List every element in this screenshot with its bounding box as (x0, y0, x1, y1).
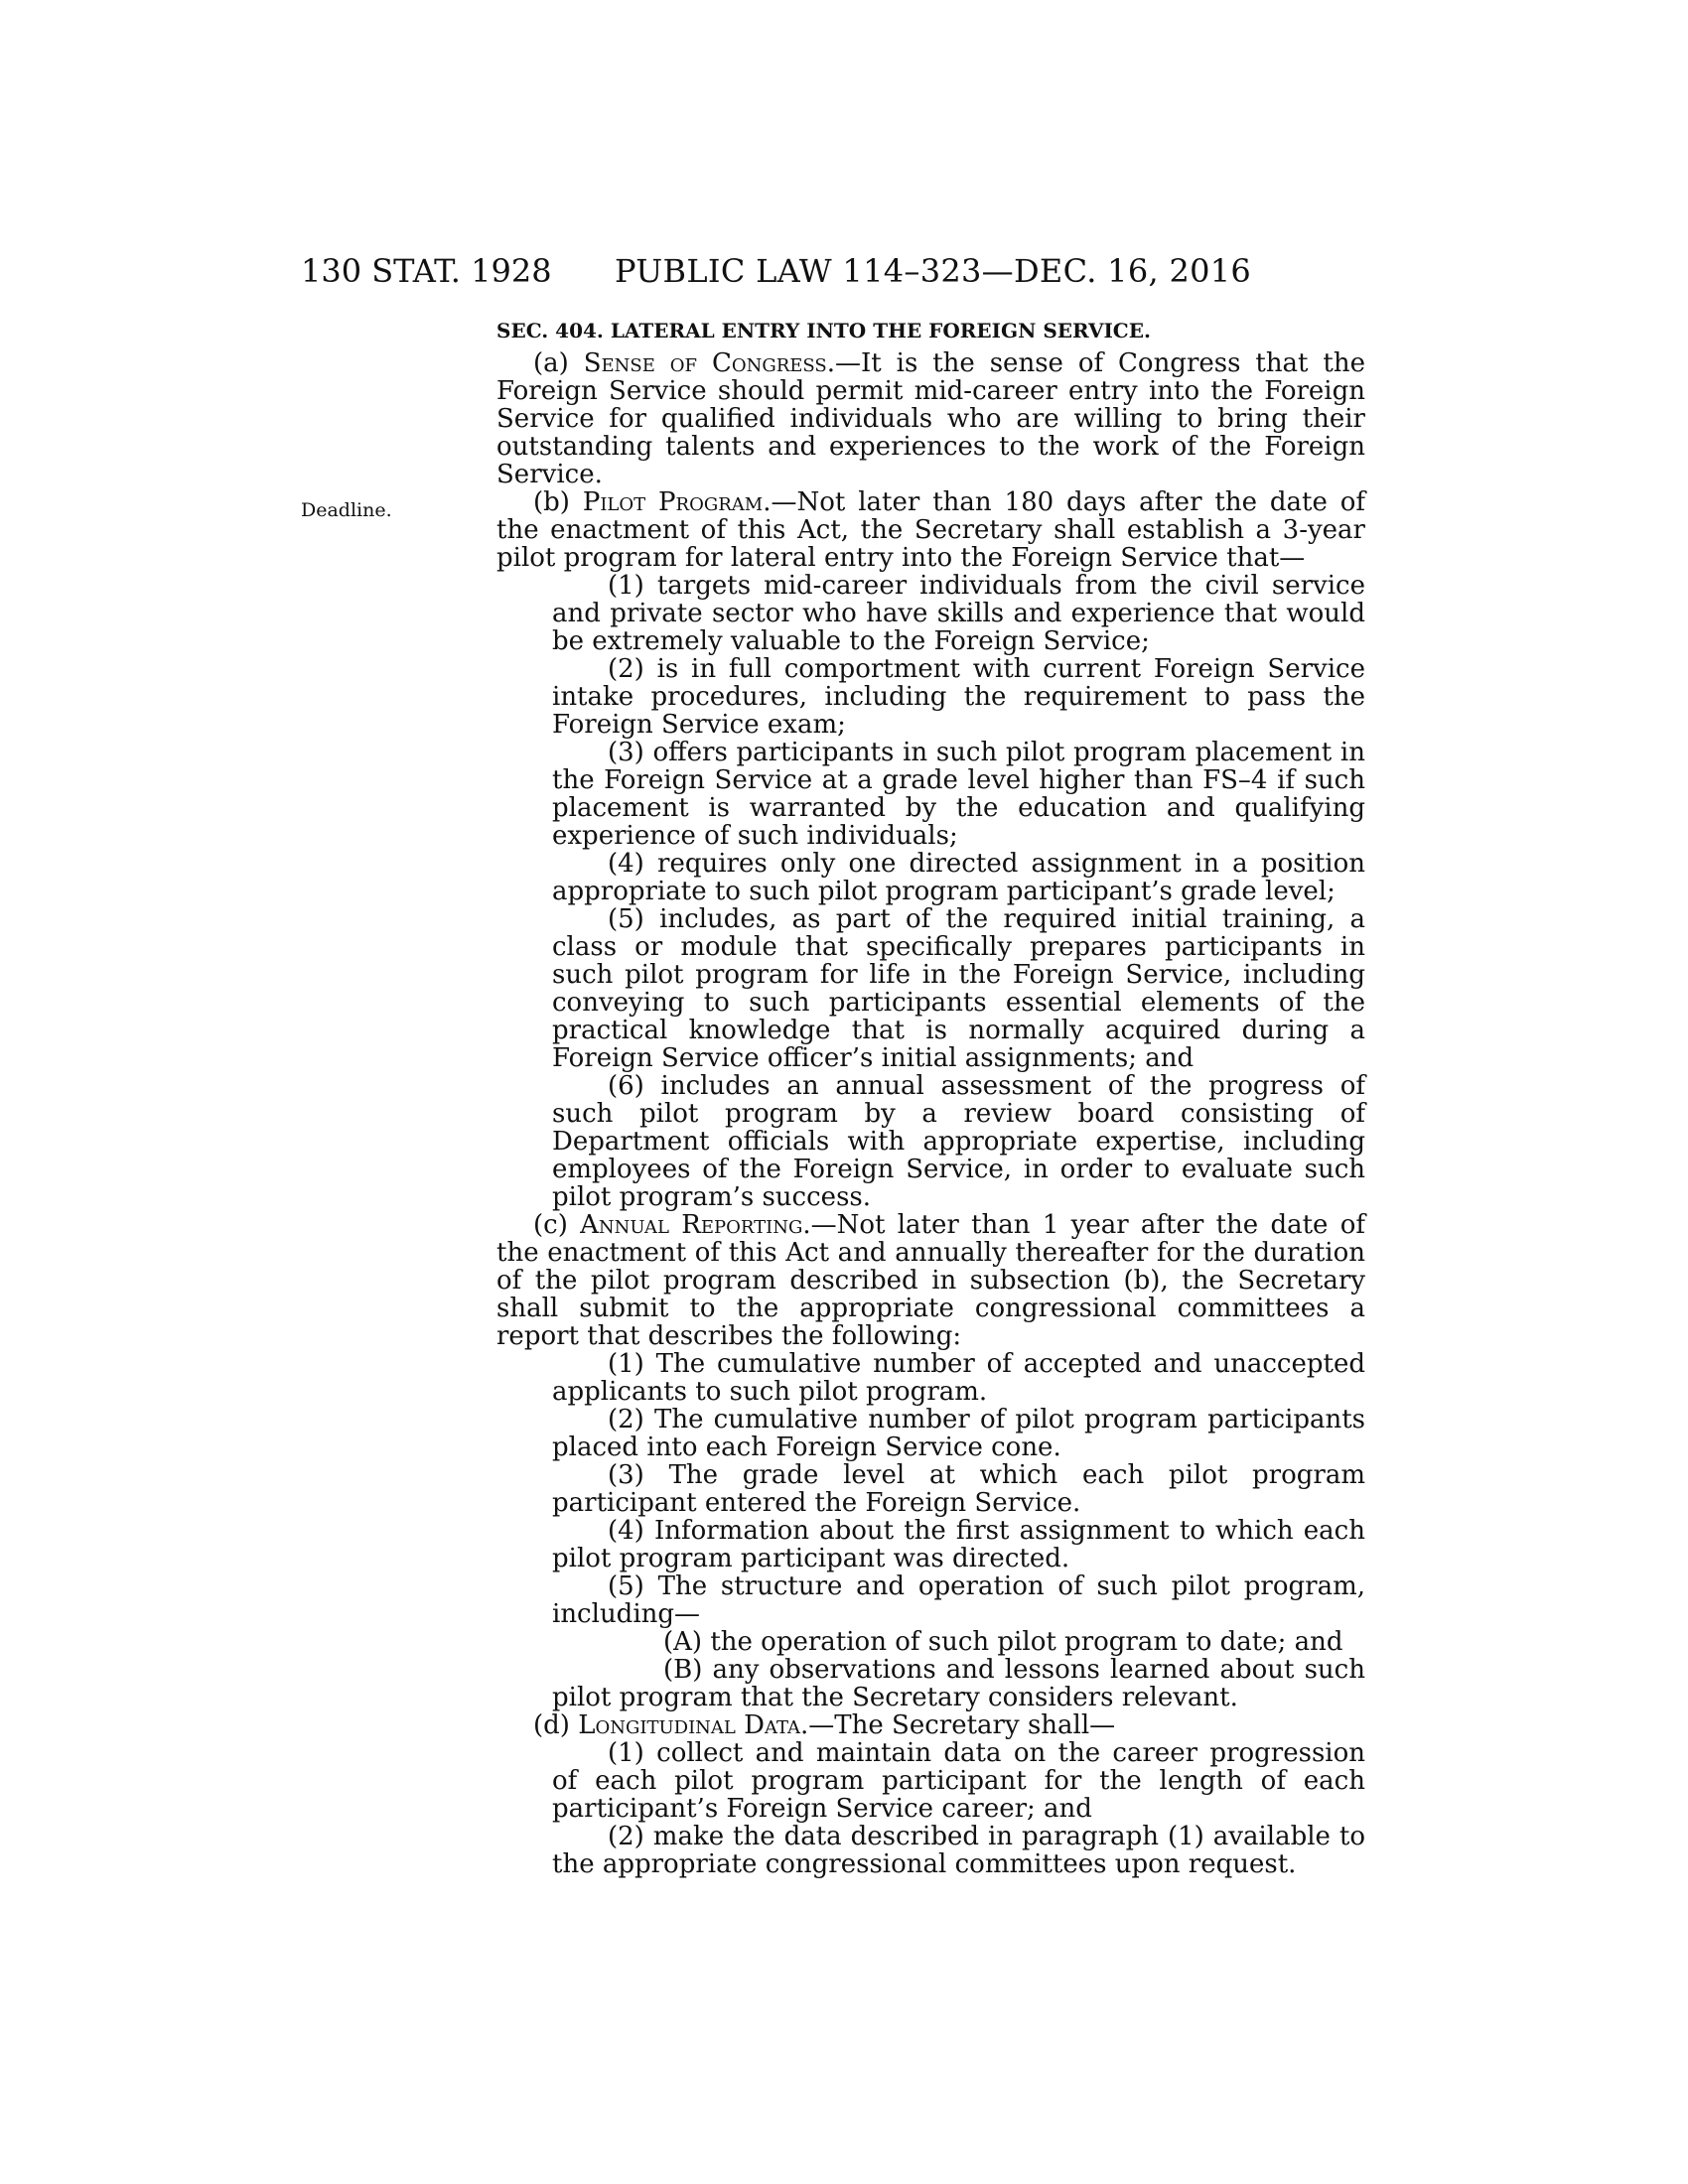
paragraph-b-6: (6) includes an annual assessment of the progress of such pilot program by a review board consisting of Department officials with appropriate expertise, including employees of the Foreign Service, in order to evaluate such pilot program’s success. (552, 1071, 1365, 1212)
paragraph-c-4: (4) Information about the first assignment to which each pilot program participant was directed. (552, 1516, 1365, 1573)
paragraph-c-5: (5) The structure and operation of such pilot program, including— (552, 1571, 1365, 1629)
paragraph-c-2: (2) The cumulative number of pilot program participants placed into each Foreign Service cone. (552, 1405, 1365, 1462)
paragraph-c-1: (1) The cumulative number of accepted and unaccepted applicants to such pilot program. (552, 1349, 1365, 1407)
paragraph-b-4: (4) requires only one directed assignment in a position appropriate to such pilot program participant’s grade level; (552, 849, 1365, 906)
subsection-a-heading: Sense of Congress. (583, 348, 836, 378)
subsection-c-heading: Annual Reporting. (580, 1210, 811, 1240)
section-body (496, 349, 1365, 1878)
subsection-d: (d) Longitudinal Data.—The Secretary shall— (533, 1710, 1116, 1740)
subsection-d-heading: Longitudinal Data. (578, 1710, 809, 1740)
subsection-b-heading: Pilot Program. (582, 487, 772, 517)
section-title: SEC. 404. LATERAL ENTRY INTO THE FOREIGN SERVICE. (496, 319, 1151, 342)
paragraph-b-5: (5) includes, as part of the required initial training, a class or module that specifically prepares participants in such pilot program for life in the Foreign Service, including conveying to such participants essential elements of the practical knowledge that is normally acquired during a Foreign Service officer’s initial assignments; and (552, 904, 1365, 1073)
paragraph-d-1: (1) collect and maintain data on the career progression of each pilot program participant for the length of each participant’s Foreign Service career; and (552, 1738, 1365, 1824)
paragraph-c-3: (3) The grade level at which each pilot program participant entered the Foreign Service. (552, 1460, 1365, 1518)
paragraph-b-3: (3) offers participants in such pilot program placement in the Foreign Service at a grade level higher than FS–4 if such placement is warranted by the education and qualifying experience of such individuals; (552, 738, 1365, 851)
subsection-c: (c) Annual Reporting.—Not later than 1 year after the date of the enactment of this Act and annually thereafter for the duration of the pilot program described in subsection (b), the Secretary shall submit to the appropriate congressional committees a report that describes the following: (496, 1210, 1365, 1351)
statute-page-citation: 130 STAT. 1928 (301, 252, 552, 290)
subparagraph-c-5-B: (B) any observations and lessons learned about such pilot program that the Secretary considers relevant. (552, 1655, 1365, 1712)
paragraph-b-2: (2) is in full comportment with current Foreign Service intake procedures, including the requirement to pass the Foreign Service exam; (552, 654, 1365, 740)
subsection-b: (b) Pilot Program.—Not later than 180 days after the date of the enactment of this Act, the Secretary shall establish a 3-year pilot program for lateral entry into the Foreign Service that— (496, 487, 1366, 573)
subparagraph-c-5-A: (A) the operation of such pilot program to date; and (663, 1627, 1343, 1657)
paragraph-d-2: (2) make the data described in paragraph (1) available to the appropriate congressional committees upon request. (552, 1822, 1365, 1879)
subsection-a: (a) Sense of Congress.—It is the sense of Congress that the Foreign Service should permit mid-career entry into the Foreign Service for qualified individuals who are willing to bring their outstanding talents and experiences to the work of the Foreign Service. (496, 348, 1365, 489)
public-law-header: PUBLIC LAW 114–323—DEC. 16, 2016 (615, 252, 1252, 290)
paragraph-b-1: (1) targets mid-career individuals from the civil service and private sector who have skills and experience that would be extremely valuable to the Foreign Service; (552, 571, 1365, 656)
margin-note-deadline: Deadline. (301, 499, 392, 521)
